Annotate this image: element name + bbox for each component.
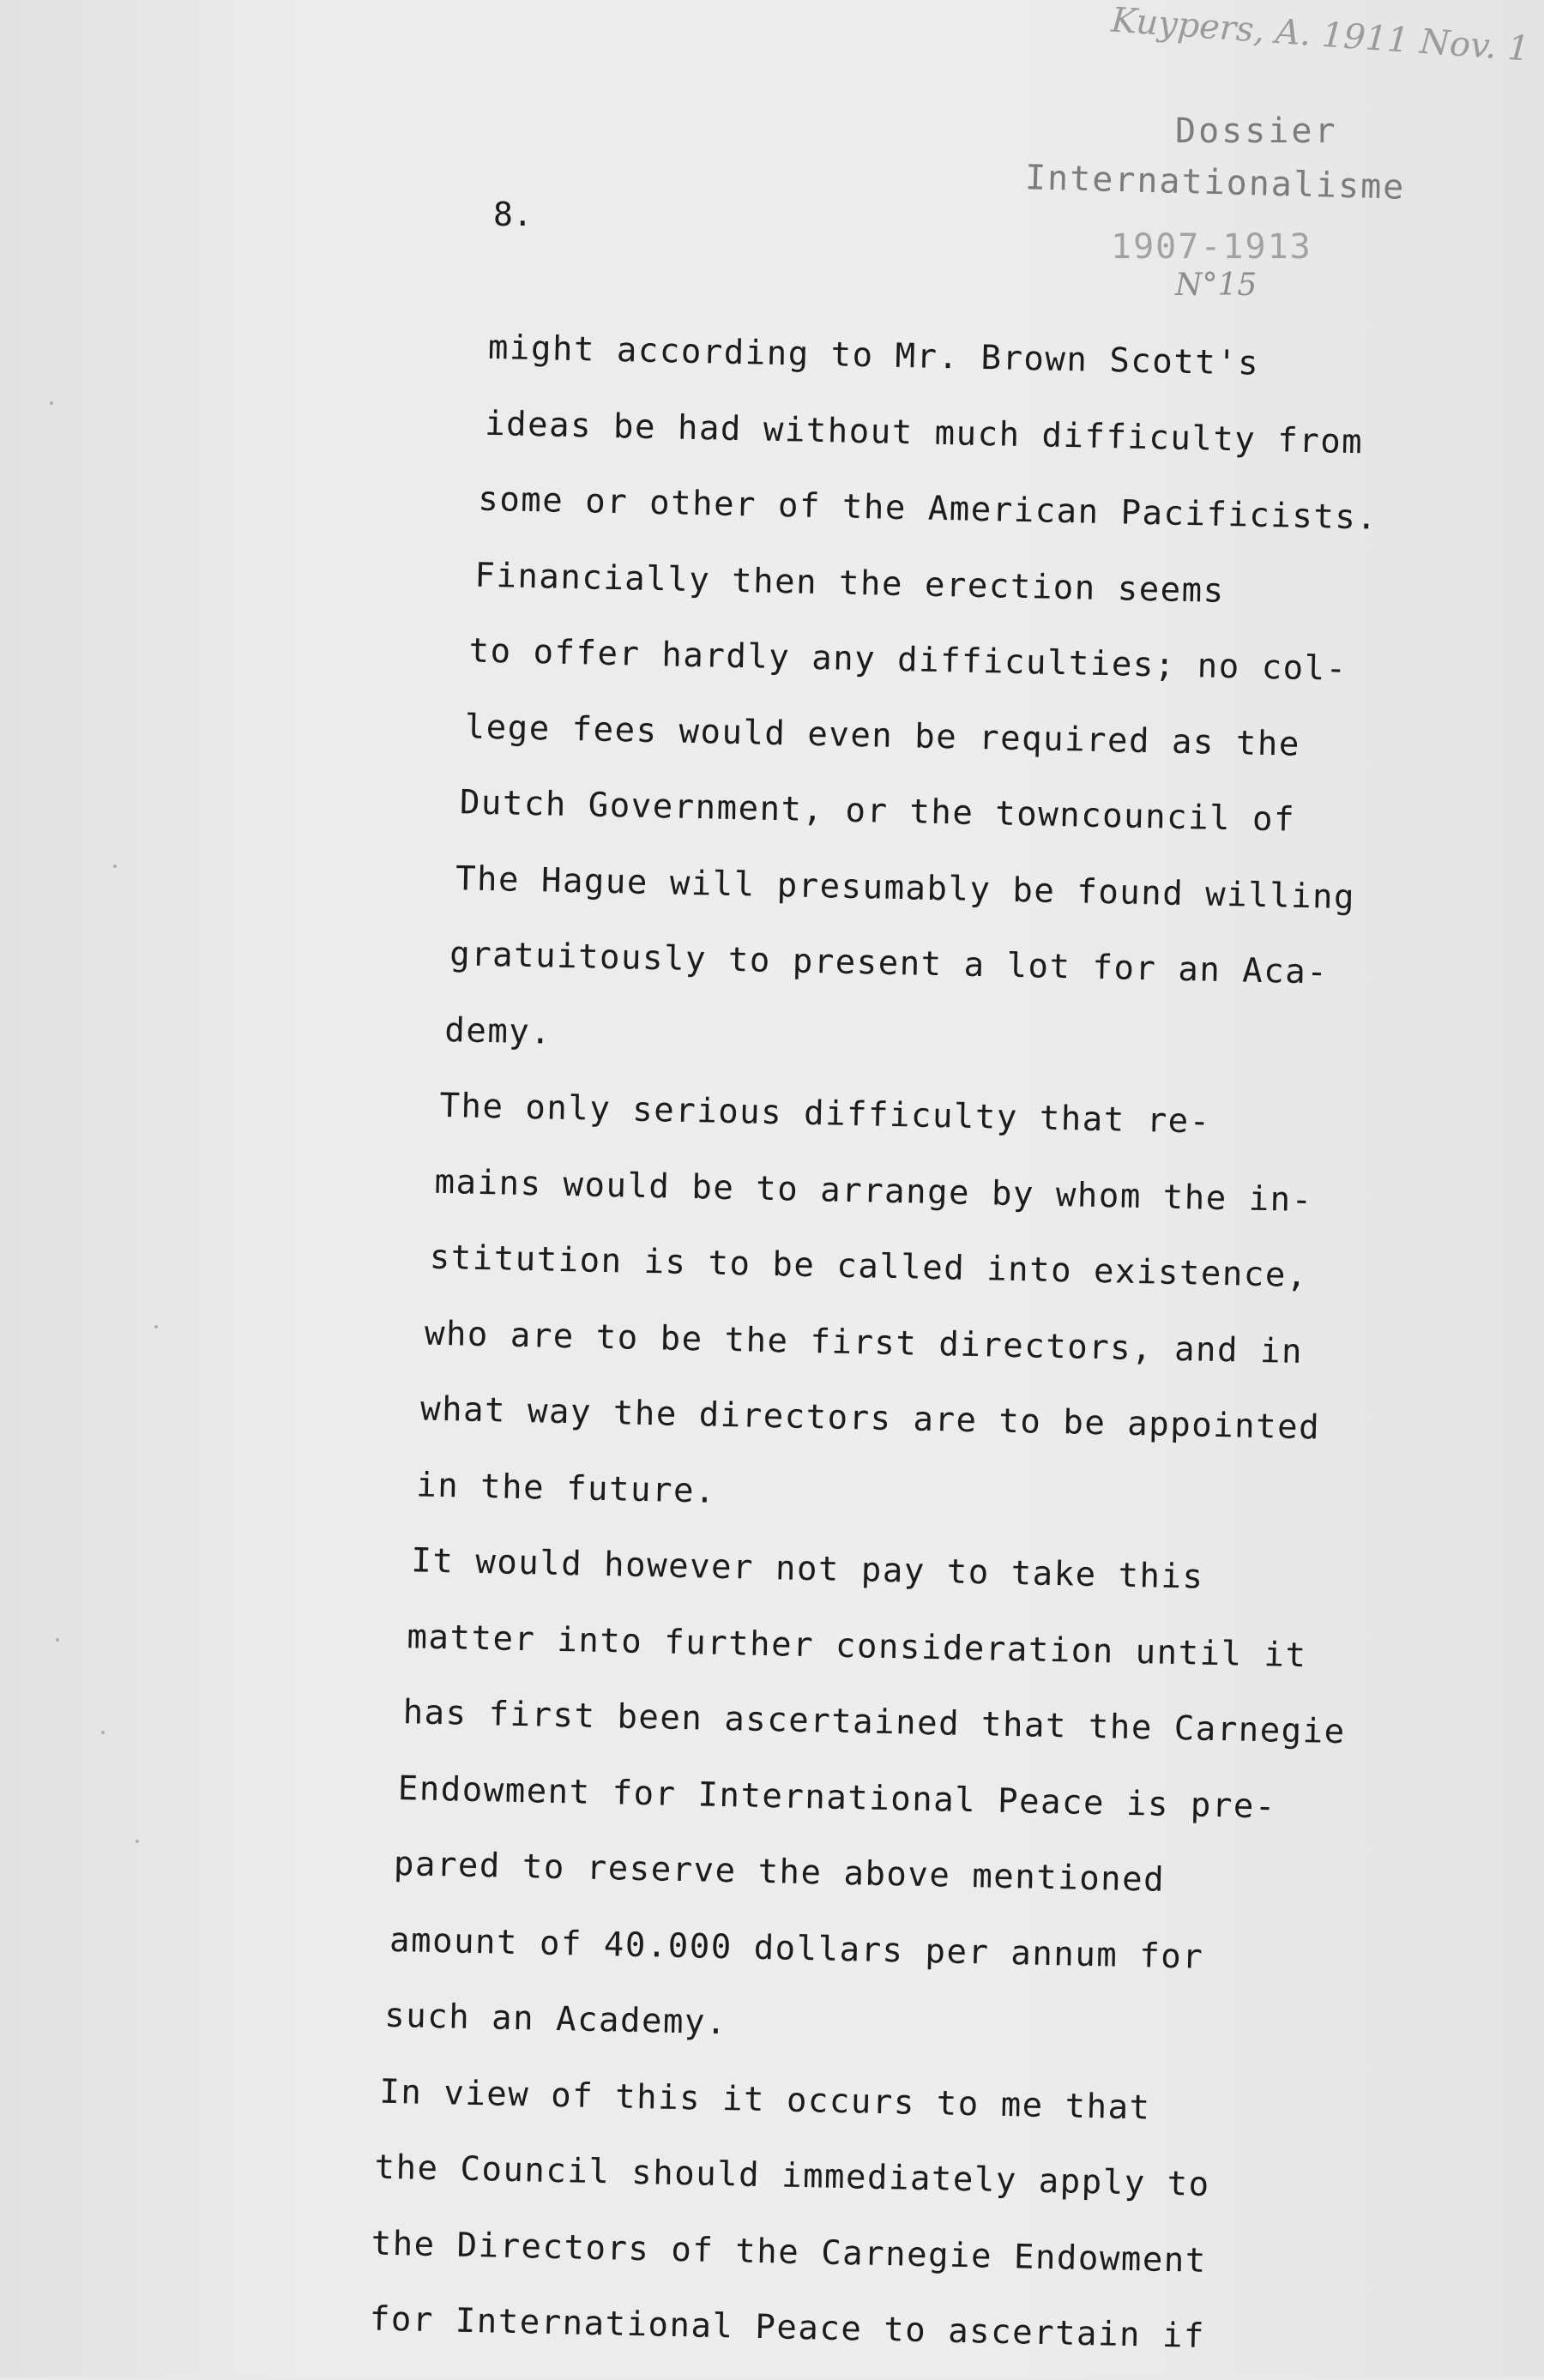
text-line: who are to be the first directors, and in [424,1314,1304,1371]
text-line: In view of this it occurs to me that [378,2072,1152,2127]
text-line: some or other of the American Pacificists. [477,479,1378,538]
text-line: what way the directors are to be appointed [419,1389,1321,1448]
text-line: for International Peace to ascertain if [369,2299,1206,2356]
archive-stamp-subject: Internationalisme [1024,158,1406,208]
paper-speck [136,1840,139,1843]
text-line: matter into further consideration until it [407,1617,1307,1675]
paper-speck [50,401,53,405]
archive-stamp-number: N°15 [1175,268,1258,303]
text-line: demy. [443,1010,552,1052]
page-number: 8. [493,196,533,233]
text-line: pared to reserve the above mentioned [393,1844,1166,1900]
paper-speck [154,1325,158,1329]
text-line: The only serious difficulty that re- [439,1086,1212,1142]
text-line: stitution is to be called into existence, [429,1238,1309,1296]
text-line: amount of 40.000 dollars per annum for [389,1920,1204,1977]
text-line: to offer hardly any difficulties; no col- [468,631,1348,689]
paper-speck [101,1731,105,1734]
text-line: lege fees would even be required as the [464,707,1301,764]
text-line: ideas be had without much difficulty from [484,404,1364,461]
text-line: might according to Mr. Brown Scott's [487,328,1260,383]
typewritten-body [369,309,1484,2380]
text-line: Dutch Government, or the towncouncil of [459,783,1296,840]
text-line: mains would be to arrange by whom the in- [434,1162,1314,1220]
text-line: Endowment for International Peace is pre- [397,1768,1277,1826]
text-line: The Hague will presumably be found willing [455,859,1356,917]
text-line: It would however not pay to take this [410,1541,1204,1597]
text-line: Financially then the erection seems [474,556,1226,611]
archive-stamp-years: 1907-1913 [1111,227,1312,267]
handwritten-archive-note: Kuypers, A. 1911 Nov. 1 [1110,0,1531,69]
text-line: the Council should immediately apply to [374,2148,1211,2204]
paper-speck [56,1638,59,1642]
text-line: has first been ascertained that the Carnegie [402,1693,1347,1752]
archive-stamp-title: Dossier [1175,111,1338,151]
text-line: the Directors of the Carnegie Endowment [371,2224,1208,2281]
text-line: gratuitously to present a lot for an Aca- [449,935,1329,992]
text-line: in the future. [415,1465,717,1511]
paper-speck [113,865,117,868]
text-line: such an Academy. [383,1996,728,2043]
